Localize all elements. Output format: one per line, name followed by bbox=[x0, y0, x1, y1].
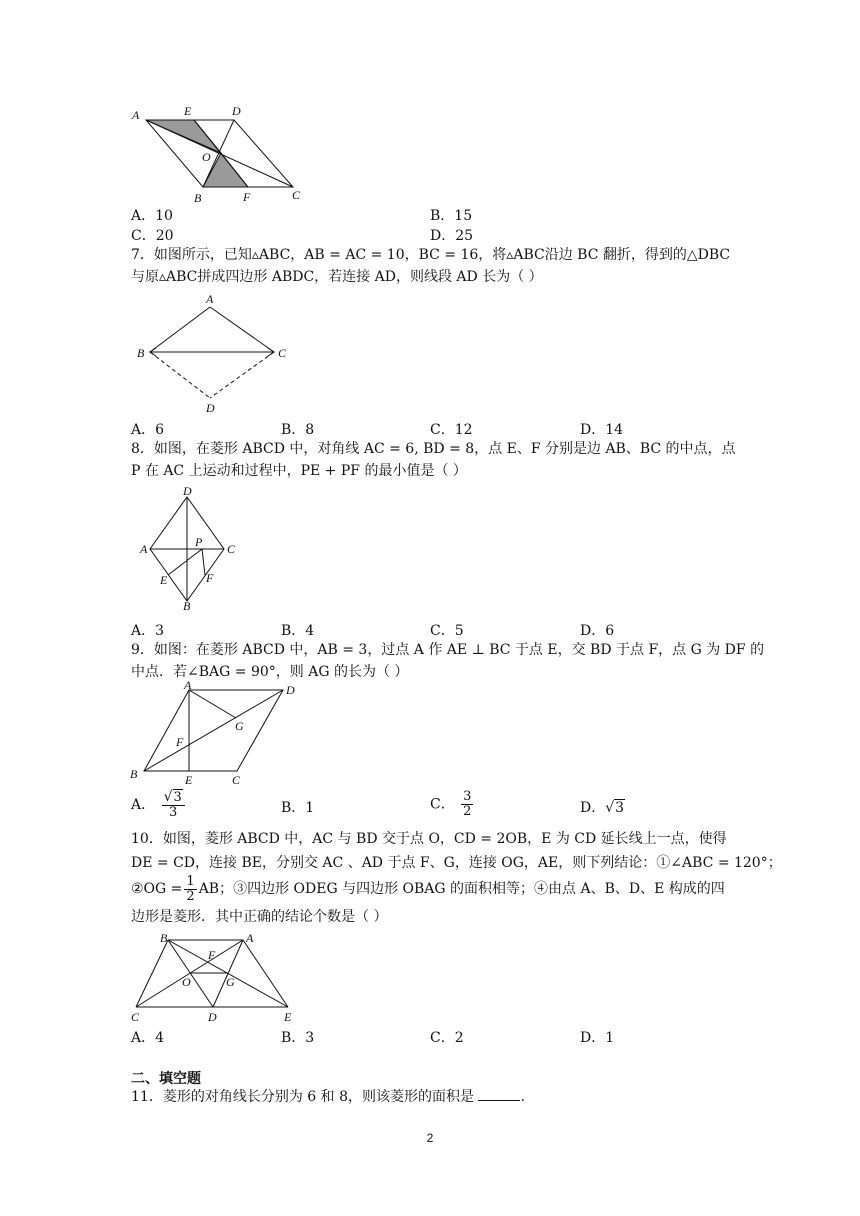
q10-label-e: E bbox=[284, 1010, 292, 1024]
q6-label-o: O bbox=[202, 150, 211, 164]
q9-option-c-den: 2 bbox=[463, 804, 472, 819]
q7-label-d: D bbox=[206, 401, 215, 415]
q9-option-a-den: 3 bbox=[169, 805, 178, 820]
q7-label-c: C bbox=[278, 346, 287, 360]
q10-label-d: D bbox=[208, 1010, 217, 1024]
q8-option-a[interactable]: A．3 bbox=[131, 623, 165, 639]
q8-label-d: D bbox=[183, 486, 192, 498]
q10-option-a[interactable]: A．4 bbox=[131, 1030, 165, 1046]
q7-figure bbox=[134, 290, 294, 418]
q10-line3-prefix: ②OG = bbox=[131, 881, 183, 897]
q7-option-a[interactable]: A．6 bbox=[131, 422, 165, 438]
q11-text: 11．菱形的对角线长分别为 6 和 8，则该菱形的面积是 bbox=[131, 1089, 474, 1105]
q8-option-d[interactable]: D．6 bbox=[580, 623, 615, 639]
q6-label-e: E bbox=[184, 104, 192, 118]
q9-option-c-fraction bbox=[461, 790, 473, 819]
q8-label-f: F bbox=[206, 571, 214, 585]
q6-label-f: F bbox=[243, 190, 251, 204]
q6-label-a: A bbox=[132, 108, 140, 122]
q9-label-b: B bbox=[130, 767, 138, 781]
q8-label-p: P bbox=[195, 535, 203, 549]
q9-option-a[interactable] bbox=[131, 790, 187, 830]
q10-label-o: O bbox=[182, 975, 191, 989]
q8-option-b[interactable]: B．4 bbox=[281, 623, 315, 639]
q10-label-g: G bbox=[226, 975, 235, 989]
q9-option-a-fraction: $\frac{√3}{3}$ bbox=[162, 790, 185, 820]
q8-label-e: E bbox=[160, 573, 168, 587]
q9-label-e: E bbox=[185, 773, 193, 787]
q9-option-d-val: 3 bbox=[615, 800, 625, 816]
q10-option-c[interactable]: C．2 bbox=[430, 1030, 464, 1046]
q9-option-a-prefix: A． bbox=[131, 797, 156, 813]
section-title-fill-in: 二、填空题 bbox=[131, 1071, 201, 1087]
q10-stem-line1: 10．如图，菱形 ABCD 中，AC 与 BD 交于点 O，CD = 2OB，E 为 CD 延长线上一点，使得 bbox=[131, 831, 727, 847]
q9-label-g: G bbox=[235, 719, 244, 733]
q10-fraction-den: 2 bbox=[186, 888, 195, 904]
q8-label-a: A bbox=[140, 542, 148, 556]
q9-option-a-num: 3 bbox=[173, 790, 182, 805]
q6-option-a[interactable]: A．10 bbox=[131, 208, 173, 224]
q9-label-c: C bbox=[232, 773, 241, 787]
q10-stem-line3 bbox=[131, 874, 725, 904]
q7-stem-line2: 与原▵ABC拼成四边形 ABDC，若连接 AD，则线段 AD 长为（ ） bbox=[131, 269, 543, 285]
q10-label-f: F bbox=[208, 948, 216, 962]
q8-option-c[interactable]: C．5 bbox=[430, 623, 464, 639]
q10-fraction bbox=[184, 875, 196, 904]
q6-label-c: C bbox=[292, 188, 301, 202]
q10-label-c: C bbox=[131, 1010, 140, 1024]
q10-fraction-num: 1 bbox=[186, 873, 195, 889]
q7-option-c[interactable]: C．12 bbox=[430, 422, 473, 438]
q10-option-b[interactable]: B．3 bbox=[281, 1030, 315, 1046]
q7-label-b: B bbox=[137, 346, 145, 360]
q10-line3-suffix: AB；③四边形 ODEG 与四边形 OBAG 的面积相等；④由点 A、B、D、E 构成的四 bbox=[198, 881, 725, 897]
q10-label-b: B bbox=[160, 931, 168, 945]
q6-option-b[interactable]: B．15 bbox=[430, 208, 473, 224]
q10-figure bbox=[128, 930, 298, 1026]
q7-option-d[interactable]: D．14 bbox=[580, 422, 624, 438]
q9-option-d[interactable]: D．√3 bbox=[580, 800, 625, 816]
q9-label-d: D bbox=[286, 683, 295, 697]
q10-stem-line2: DE = CD，连接 BE，分别交 AC 、AD 于点 F、G，连接 OG，AE，则下列结论：①∠ABC = 120°； bbox=[131, 855, 782, 871]
q6-option-c[interactable]: C．20 bbox=[131, 228, 174, 244]
q10-option-d[interactable]: D．1 bbox=[580, 1030, 615, 1046]
q7-stem-line1: 7．如图所示，已知▵ABC，AB = AC = 10，BC = 16，将▵ABC沿边 BC 翻折，得到的△DBC bbox=[131, 247, 731, 263]
page-number: 2 bbox=[426, 1131, 434, 1145]
q9-label-f: F bbox=[176, 735, 184, 749]
q9-option-c-num: 3 bbox=[463, 789, 472, 804]
q6-option-d[interactable]: D．25 bbox=[430, 228, 474, 244]
q11-answer-blank[interactable] bbox=[478, 1086, 520, 1101]
q8-label-c: C bbox=[227, 542, 236, 556]
q6-figure bbox=[128, 103, 308, 205]
q10-stem-line4: 边形是菱形．其中正确的结论个数是（ ） bbox=[131, 909, 388, 925]
q6-label-b: B bbox=[194, 191, 202, 205]
q9-stem-line2: 中点．若∠BAG = 90°，则 AG 的长为（ ） bbox=[131, 664, 409, 680]
q11-end: . bbox=[520, 1089, 525, 1105]
q9-option-d-prefix: D． bbox=[580, 800, 606, 816]
q9-option-c[interactable] bbox=[430, 790, 475, 830]
q10-label-a: A bbox=[246, 931, 254, 945]
q9-option-c-prefix: C． bbox=[430, 796, 455, 813]
q9-label-a: A bbox=[184, 680, 192, 692]
q11-stem bbox=[131, 1086, 525, 1108]
q9-figure bbox=[128, 680, 303, 790]
q7-option-b[interactable]: B．8 bbox=[281, 422, 315, 438]
q9-option-b[interactable]: B．1 bbox=[281, 800, 315, 816]
q8-figure bbox=[138, 486, 248, 612]
q7-label-a: A bbox=[206, 292, 214, 306]
q8-stem-line1: 8．如图，在菱形 ABCD 中，对角线 AC = 6, BD = 8，点 E、F 分别是边 AB、BC 的中点，点 bbox=[131, 441, 736, 457]
q6-label-d: D bbox=[232, 104, 241, 118]
q9-stem-line1: 9．如图：在菱形 ABCD 中，AB = 3，过点 A 作 AE ⊥ BC 于点 E，交 BD 于点 F，点 G 为 DF 的 bbox=[131, 642, 765, 658]
q8-label-b: B bbox=[183, 599, 191, 612]
q8-stem-line2: P 在 AC 上运动和过程中，PE + PF 的最小值是（ ） bbox=[131, 463, 467, 479]
